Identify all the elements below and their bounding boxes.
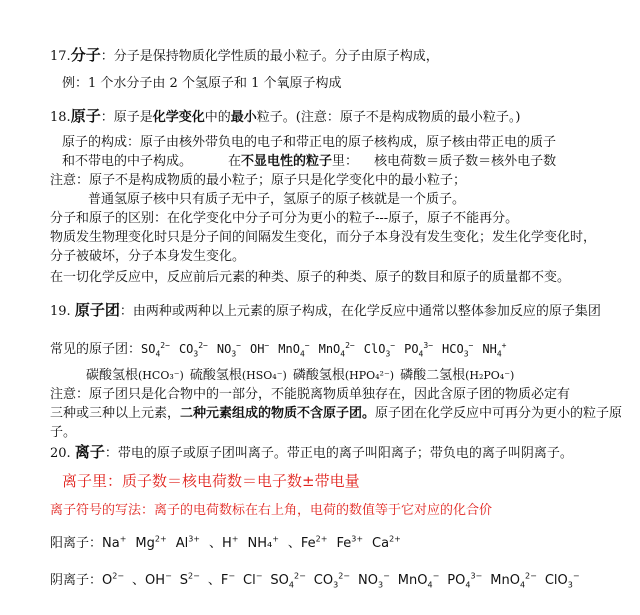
cation bbox=[336, 536, 363, 551]
cation-base: 、Fe bbox=[287, 536, 316, 551]
anion-charge: − bbox=[383, 571, 390, 581]
anion-subscript: 4 bbox=[288, 580, 294, 590]
s19-n2c: 原子团在化学反应中可再分为更小的粒子原 bbox=[375, 406, 623, 421]
anion-subscript: 3 bbox=[567, 580, 573, 590]
acid-group-formula: (HSO₄⁻) bbox=[241, 369, 287, 382]
atomic-group-charge: − bbox=[236, 341, 241, 350]
anion bbox=[243, 573, 262, 588]
anion-base: S bbox=[179, 573, 189, 588]
s19-note2 bbox=[50, 405, 622, 423]
anion-base: MnO bbox=[490, 573, 520, 588]
s20-red-note: 离子符号的写法：离子的电荷数标在右上角，电荷的数值等于它对应的化合价 bbox=[50, 503, 493, 518]
anion bbox=[358, 573, 390, 588]
s19-group-list bbox=[141, 341, 515, 359]
s17-title: 分子 bbox=[70, 46, 101, 64]
s17-number: 17. bbox=[50, 49, 71, 64]
cation-charge: + bbox=[272, 534, 279, 544]
cation-base: 、H bbox=[209, 536, 232, 551]
acid-group-formula: (HPO₄²⁻) bbox=[344, 369, 395, 382]
anion bbox=[398, 573, 440, 588]
s20-title: 离子 bbox=[74, 443, 105, 461]
cation-base: Mg bbox=[135, 536, 155, 551]
s20-anion-label: 阴离子： bbox=[50, 573, 103, 588]
s18-l2d: 里： bbox=[332, 154, 359, 169]
s20-cations bbox=[50, 535, 410, 553]
s19-number: 19. bbox=[50, 304, 71, 319]
anion-charge: − bbox=[255, 571, 263, 581]
anion-charge: 2− bbox=[294, 571, 306, 581]
atomic-group-base: PO bbox=[404, 342, 419, 356]
acid-group-name: 磷酸二氢根 bbox=[400, 368, 466, 383]
s18-def-a: 原子是 bbox=[113, 110, 153, 125]
s18-title: 原子 bbox=[70, 107, 101, 125]
cation-charge: + bbox=[119, 534, 127, 544]
anion bbox=[314, 573, 350, 588]
s18-line8: 在一切化学反应中，反应前后元素的种类、原子的种类、原子的数目和原子的质量都不变。 bbox=[50, 270, 571, 285]
acid-group-formula: (H₂PO₄⁻) bbox=[465, 369, 515, 382]
atomic-group bbox=[278, 341, 310, 359]
anion-charge: 2− bbox=[338, 571, 350, 581]
cation-charge: 2+ bbox=[389, 534, 401, 544]
cation-charge: 3+ bbox=[188, 534, 200, 544]
anion-base: 、F bbox=[207, 573, 229, 588]
atomic-group-base: OH bbox=[249, 342, 265, 356]
s19-common-groups bbox=[50, 340, 515, 359]
s20-cation-label: 阳离子： bbox=[50, 536, 103, 551]
atomic-group-base: NH bbox=[482, 342, 497, 356]
atomic-group bbox=[178, 341, 208, 359]
atomic-group-subscript: 3 bbox=[463, 349, 469, 359]
atomic-group bbox=[363, 341, 396, 359]
acid-group-name: 碳酸氢根 bbox=[86, 368, 139, 383]
anion bbox=[102, 573, 124, 588]
anion-charge: 3− bbox=[470, 571, 483, 581]
atomic-group-charge: − bbox=[304, 341, 310, 350]
s18-colon: ： bbox=[100, 110, 114, 125]
anion-charge: 2− bbox=[525, 571, 537, 581]
atomic-group-subscript: 3 bbox=[193, 349, 199, 359]
s19-heading-line bbox=[50, 301, 601, 321]
s19-note3: 子。 bbox=[50, 425, 77, 440]
acid-group-name: 磷酸氢根 bbox=[292, 368, 345, 383]
s18-l2b: 在 bbox=[228, 154, 242, 169]
s19-n2a: 三种或三种以上元素， bbox=[50, 406, 181, 421]
atomic-group-base: SO bbox=[141, 342, 156, 356]
s20-anions bbox=[50, 572, 588, 590]
s18-def-b: 化学变化 bbox=[152, 110, 205, 125]
anion bbox=[208, 573, 235, 588]
anion-base: 、OH bbox=[132, 573, 166, 588]
atomic-group-subscript: 4 bbox=[299, 349, 305, 359]
atomic-group-base: HCO bbox=[442, 342, 464, 356]
s17-definition: 分子是保持物质化学性质的最小粒子。分子由原子构成， bbox=[113, 49, 439, 64]
atomic-group bbox=[250, 342, 269, 356]
atomic-group-charge: 2− bbox=[198, 341, 208, 350]
cation-base: Al bbox=[175, 536, 189, 551]
s18-l2c: 不显电性的粒子 bbox=[241, 154, 333, 169]
atomic-group-base: MnO bbox=[318, 342, 341, 356]
atomic-group-charge: 2− bbox=[160, 341, 170, 350]
s17-example: 例：1 个水分子由 2 个氢原子和 1 个氧原子构成 bbox=[62, 76, 342, 91]
s18-line4: 普通氢原子核中只有质子无中子，氢原子的原子核就是一个质子。 bbox=[88, 192, 466, 207]
anion-base: SO bbox=[270, 573, 289, 588]
s18-number: 18. bbox=[50, 110, 71, 125]
anion-base: O bbox=[102, 573, 113, 588]
atomic-group-base: MnO bbox=[278, 342, 300, 356]
atomic-group bbox=[216, 341, 241, 359]
anion-base: Cl bbox=[243, 573, 256, 588]
s19-acid-groups bbox=[86, 367, 520, 385]
anion-base: CO bbox=[313, 573, 334, 588]
anion-charge: − bbox=[432, 571, 440, 581]
cation-charge: 2+ bbox=[154, 534, 167, 544]
cation-base: NH₄ bbox=[247, 536, 273, 551]
acid-group-formula: (HCO₃⁻) bbox=[138, 369, 184, 382]
anion-charge: − bbox=[572, 571, 580, 581]
s19-definition: ：由两种或两种以上元素的原子构成，在化学反应中通常以整体参加反应的原子集团 bbox=[119, 304, 601, 319]
cation-charge: 2+ bbox=[315, 534, 328, 544]
s18-def-c: 中的 bbox=[204, 110, 231, 125]
s18-l2e: 核电荷数＝质子数＝核外电子数 bbox=[374, 154, 557, 169]
s17-colon: ： bbox=[100, 49, 114, 64]
acid-group-name: 硫酸氢根 bbox=[189, 368, 242, 383]
s18-line3: 注意：原子不是构成物质的最小粒子；原子只是化学变化中的最小粒子； bbox=[50, 173, 467, 188]
atomic-group-subscript: 4 bbox=[418, 349, 424, 359]
atomic-group-charge: − bbox=[390, 341, 396, 350]
anion-charge: 2− bbox=[188, 571, 200, 581]
atomic-group-charge: 2− bbox=[345, 341, 355, 350]
anion-subscript: 4 bbox=[427, 580, 433, 590]
atomic-group-subscript: 3 bbox=[385, 349, 391, 359]
atomic-group-subscript: 4 bbox=[496, 349, 502, 359]
anion-base: ClO bbox=[544, 573, 568, 588]
anion-base: MnO bbox=[397, 573, 428, 588]
s18-line1: 原子的构成：原子由核外带负电的电子和带正电的原子核构成，原子核由带正电的质子 bbox=[62, 135, 557, 150]
atomic-group bbox=[404, 341, 434, 359]
atomic-group-base: NO bbox=[216, 342, 232, 356]
anion-base: PO bbox=[447, 573, 466, 588]
atomic-group bbox=[318, 341, 355, 359]
atomic-group-base: CO bbox=[178, 342, 194, 356]
s20-definition: ：带电的原子或原子团叫离子。带正电的离子叫阳离子；带负电的离子叫阴离子。 bbox=[104, 446, 573, 461]
cation bbox=[288, 536, 328, 551]
s18-line5: 分子和原子的区别：在化学变化中分子可分为更小的粒子---原子，原子不能再分。 bbox=[50, 211, 519, 226]
acid-group bbox=[293, 368, 394, 383]
acid-group bbox=[400, 368, 514, 383]
cation bbox=[372, 536, 401, 551]
acid-group bbox=[190, 368, 287, 383]
atomic-group bbox=[141, 341, 170, 359]
anion bbox=[180, 573, 200, 588]
anion-subscript: 4 bbox=[465, 580, 471, 590]
atomic-group-subscript: 4 bbox=[155, 349, 161, 359]
anion bbox=[447, 573, 482, 588]
s19-title: 原子团 bbox=[74, 301, 120, 319]
s20-cation-list bbox=[102, 536, 410, 551]
s19-note1: 注意：原子团只是化合物中的一部分，不能脱离物质单独存在，因此含原子团的物质必定有 bbox=[50, 387, 571, 402]
acid-group bbox=[86, 368, 184, 383]
s18-line2 bbox=[62, 153, 556, 171]
anion bbox=[132, 573, 172, 588]
s18-line6: 物质发生物理变化时只是分子间的间隔发生变化，而分子本身没有发生变化；发生化学变化时， bbox=[50, 230, 597, 245]
atomic-group-charge: − bbox=[264, 341, 270, 350]
atomic-group-base: ClO bbox=[363, 342, 386, 356]
anion-subscript: 4 bbox=[519, 580, 526, 590]
anion-charge: − bbox=[165, 571, 172, 581]
cation bbox=[247, 536, 278, 551]
atomic-group-subscript: 4 bbox=[340, 349, 346, 359]
s20-heading-line bbox=[50, 443, 573, 463]
atomic-group-charge: 3− bbox=[423, 341, 434, 350]
cation-base: Fe bbox=[336, 536, 352, 551]
s20-red-rule: 离子里：质子数＝核电荷数＝电子数±带电量 bbox=[62, 472, 360, 490]
s20-number: 20. bbox=[50, 446, 71, 461]
cation-base: Ca bbox=[372, 536, 390, 551]
s20-anion-list bbox=[102, 573, 588, 588]
anion bbox=[490, 573, 537, 588]
cation-charge: 3+ bbox=[351, 534, 364, 544]
anion-charge: 2− bbox=[112, 571, 125, 581]
cation bbox=[209, 536, 238, 551]
cation bbox=[176, 536, 200, 551]
s18-line7: 分子被破坏，分子本身发生变化。 bbox=[50, 249, 246, 264]
cation bbox=[135, 536, 166, 551]
anion-subscript: 3 bbox=[377, 580, 384, 590]
s18-heading-line bbox=[50, 107, 520, 127]
cation bbox=[102, 536, 126, 551]
s19-n2b: 二种元素组成的物质不含原子团。 bbox=[180, 406, 376, 421]
s18-l2a: 和不带电的中子构成。 bbox=[62, 154, 193, 169]
anion-base: NO bbox=[358, 573, 378, 588]
anion bbox=[270, 573, 305, 588]
atomic-group-charge: + bbox=[501, 341, 507, 350]
atomic-group-subscript: 3 bbox=[231, 349, 237, 359]
s19-common-label: 常见的原子团： bbox=[50, 342, 142, 357]
atomic-group bbox=[482, 341, 507, 359]
cation-charge: + bbox=[231, 534, 239, 544]
atomic-group-charge: − bbox=[468, 341, 474, 350]
s17-heading-line bbox=[50, 46, 439, 66]
atomic-group bbox=[442, 341, 474, 359]
anion-charge: − bbox=[228, 571, 236, 581]
s18-def-d: 最小 bbox=[230, 110, 257, 125]
cation-base: Na bbox=[102, 536, 120, 551]
s18-def-e: 粒子。(注意：原子不是构成物质的最小粒子。) bbox=[256, 110, 521, 125]
anion-subscript: 3 bbox=[333, 580, 339, 590]
anion bbox=[545, 573, 580, 588]
